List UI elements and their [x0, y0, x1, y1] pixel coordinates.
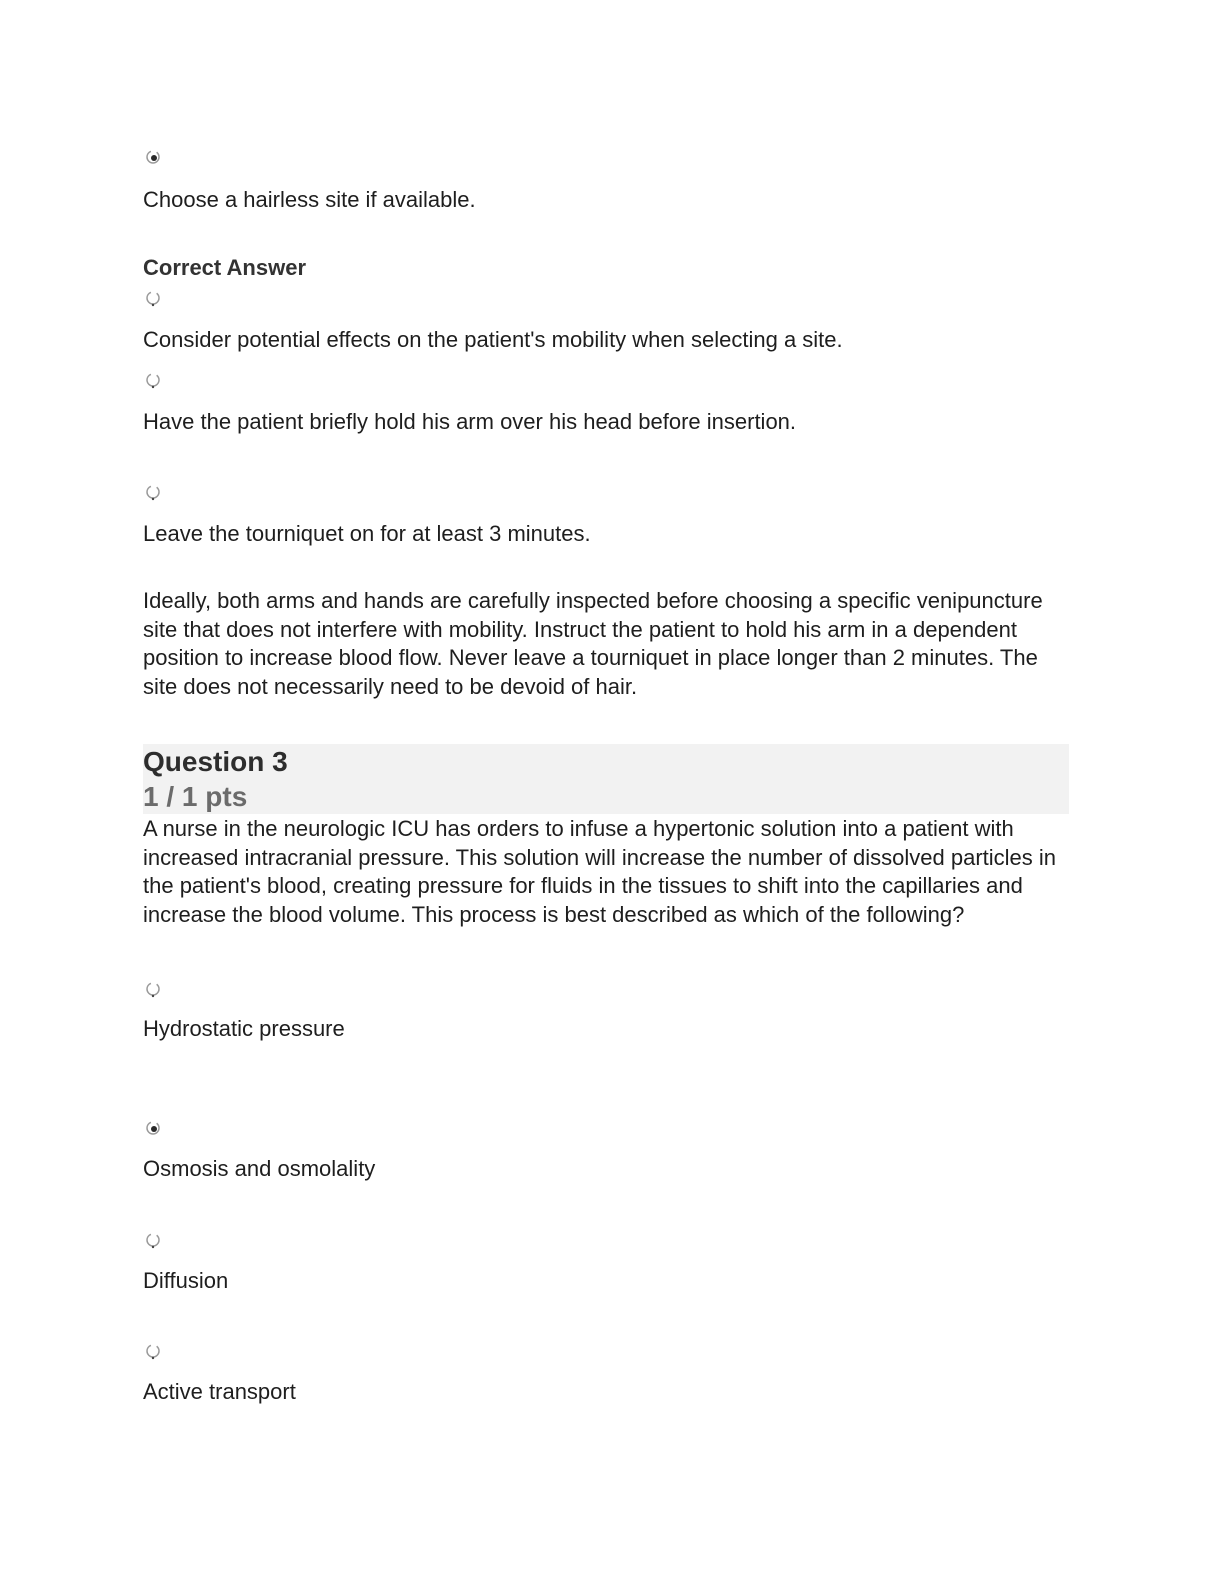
- question-header: [143, 744, 1069, 814]
- radio-button-selected[interactable]: [145, 149, 163, 167]
- answer-explanation: Ideally, both arms and hands are carefully inspected before choosing a specific venipuncture site that does not interfere with mobility. Instruct the patient to hold his arm in a dependent position to increase blood flow. Never leave a tourniquet in place longer than 2 minutes. The site does not necessarily need to be devoid of hair.: [143, 588, 1043, 700]
- answer-option-text: Osmosis and osmolality: [143, 1156, 376, 1181]
- question-prompt: A nurse in the neurologic ICU has orders to infuse a hypertonic solution into a patient with increased intracranial pressure. This solution will increase the number of dissolved particles in the patient's blood, creating pressure for fluids in the tissues to shift into the capillaries and increase the blood volume. This process is best described as which of the following?: [143, 816, 1057, 928]
- answer-option-text: Leave the tourniquet on for at least 3 minutes.: [143, 521, 591, 546]
- radio-button[interactable]: [145, 1343, 163, 1361]
- answer-option-text: Diffusion: [143, 1268, 229, 1293]
- question-title: Question 3: [143, 746, 288, 777]
- correct-answer-label: Correct Answer: [143, 255, 307, 280]
- radio-button[interactable]: [145, 484, 163, 502]
- radio-button[interactable]: [145, 981, 163, 999]
- answer-option-text: Choose a hairless site if available.: [143, 187, 476, 212]
- question-points: 1 / 1 pts: [143, 781, 248, 812]
- radio-button[interactable]: [145, 1232, 163, 1250]
- radio-button[interactable]: [145, 290, 163, 308]
- radio-button[interactable]: [145, 372, 163, 390]
- answer-option-text: Hydrostatic pressure: [143, 1016, 345, 1041]
- answer-option-text: Active transport: [143, 1379, 296, 1404]
- answer-option-text: Have the patient briefly hold his arm over his head before insertion.: [143, 409, 797, 434]
- answer-option-text: Consider potential effects on the patient's mobility when selecting a site.: [143, 327, 843, 352]
- radio-button-selected[interactable]: [145, 1120, 163, 1138]
